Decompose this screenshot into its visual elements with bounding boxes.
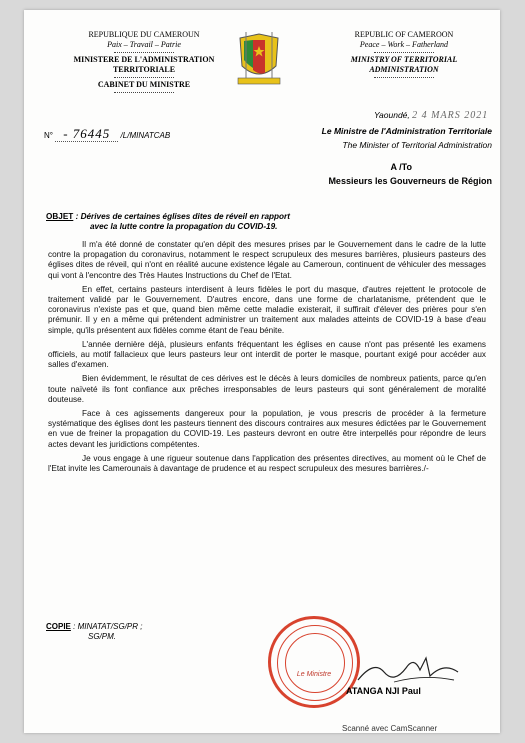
signatory-name: ATANGA NJI Paul xyxy=(346,686,421,696)
header-right xyxy=(324,30,484,80)
paragraph: Il m'a été donné de constater qu'en dépit des mesures prises par le Gouvernement dans le cadre de la lutte contre la propagation du coronavirus, notamment le respect scrupuleux des mesures barrières, plusieurs pasteurs des églises dites de réveil, qui n'ont en réalité aucune existence légale au Cameroun, continuent de véhiculer des messages qui vont à l'encontre des Très Hautes Instructions du Chef de l'Etat. xyxy=(48,240,486,280)
objet-line2: avec la lutte contre la propagation du COVID-19. xyxy=(90,222,278,231)
divider xyxy=(114,77,174,78)
date-stamp: 2 4 MARS 2021 xyxy=(412,110,489,121)
paragraph: Face à ces agissements dangereux pour la population, je vous prescris de procéder à la fermeture systématique des églises dont les pasteurs tiennent des discours contraires aux mesures édictées par le Gouvernement en vue de freiner la propagation du COVID-19. Les pasteurs devront en outre être interpellés pour répondre de leurs actes devant les juridictions compétentes. xyxy=(48,409,486,449)
minister-title xyxy=(272,124,492,152)
reference-value: - 76445 xyxy=(55,126,118,142)
republic-fr: REPUBLIQUE DU CAMEROUN xyxy=(88,30,200,39)
scanner-watermark: Scanné avec CamScanner xyxy=(342,724,438,733)
reference-number xyxy=(44,126,170,142)
divider xyxy=(374,52,434,53)
letter-body xyxy=(48,240,486,478)
divider xyxy=(114,92,174,93)
date-line xyxy=(374,110,488,121)
header-left xyxy=(64,30,224,95)
divider xyxy=(374,77,434,78)
copy-list xyxy=(46,622,142,642)
objet-label: OBJET xyxy=(46,212,74,221)
copie-line1: : MINATAT/SG/PR ; xyxy=(73,622,143,631)
seal-inner xyxy=(285,633,345,693)
minister-en: The Minister of Territorial Administration xyxy=(342,140,492,150)
minister-fr: Le Ministre de l'Administration Territoriale xyxy=(321,126,492,136)
letter-page xyxy=(24,10,500,733)
copie-line2: SG/PM. xyxy=(88,632,117,641)
copie-label: COPIE xyxy=(46,622,71,631)
republic-en: REPUBLIC OF CAMEROON xyxy=(354,30,454,39)
date-place: Yaoundé, xyxy=(374,110,410,120)
seal-label: Le Ministre xyxy=(296,671,332,678)
recipient-to: A /To xyxy=(390,162,412,172)
divider xyxy=(114,52,174,53)
ministry-en-line2: ADMINISTRATION xyxy=(369,65,439,74)
ministry-fr-line2: TERRITORIALE xyxy=(112,65,176,74)
paragraph: Bien évidemment, le résultat de ces dérives est le décès à leurs domiciles de nombreux patients, parce qu'en toute naïveté ils font confiance aux prêches irresponsables de leurs pasteurs qui sont généralement de moralité douteuse. xyxy=(48,374,486,404)
motto-en: Peace – Work – Fatherland xyxy=(359,40,449,49)
recipient xyxy=(272,160,492,188)
cabinet: CABINET DU MINISTRE xyxy=(97,80,191,89)
paragraph: L'année dernière déjà, plusieurs enfants fréquentant les églises en cause n'ont pas présenté les examens officiels, au motif fallacieux que leurs pasteurs leur ont interdit de porter le masque, pourtant exigé pour accéder aux salles d'examen. xyxy=(48,339,486,370)
cameroon-emblem-icon xyxy=(236,32,282,93)
ministry-en-line1: MINISTRY OF TERRITORIAL xyxy=(350,55,458,64)
objet xyxy=(46,212,486,232)
objet-line1: : Dérives de certaines églises dites de réveil en rapport xyxy=(75,212,290,221)
ministry-fr-line1: MINISTERE DE L'ADMINISTRATION xyxy=(73,55,215,64)
motto-fr: Paix – Travail – Patrie xyxy=(107,40,181,49)
recipient-name: Messieurs les Gouverneurs de Région xyxy=(328,176,492,186)
paragraph: En effet, certains pasteurs interdisent à leurs fidèles le port du masque, d'autres rejettent le protocole de traitement validé par le Gouvernement. D'autres encore, dans une forme de charlatanisme, prétendent que le coronavirus n'existe pas et que, quand bien même cette maladie existerait, il suffirait d'élever des prières pour s'en prémunir. Il y en a même qui prétendent administrer un traitement aux malades atteints de COVID-19 à base d'eau simple, qu'ils présentent aux fidèles comme étant de l'eau bénite. xyxy=(48,284,486,335)
reference-suffix: /L/MINATCAB xyxy=(120,131,171,140)
paragraph: Je vous engage à une rigueur soutenue dans l'application des présentes directives, au moment où le Chef de l'Etat invite les Camerounais à davantage de prudence et au respect scrupuleux des mesures barrières./- xyxy=(48,453,486,474)
reference-prefix: N° xyxy=(44,131,53,140)
